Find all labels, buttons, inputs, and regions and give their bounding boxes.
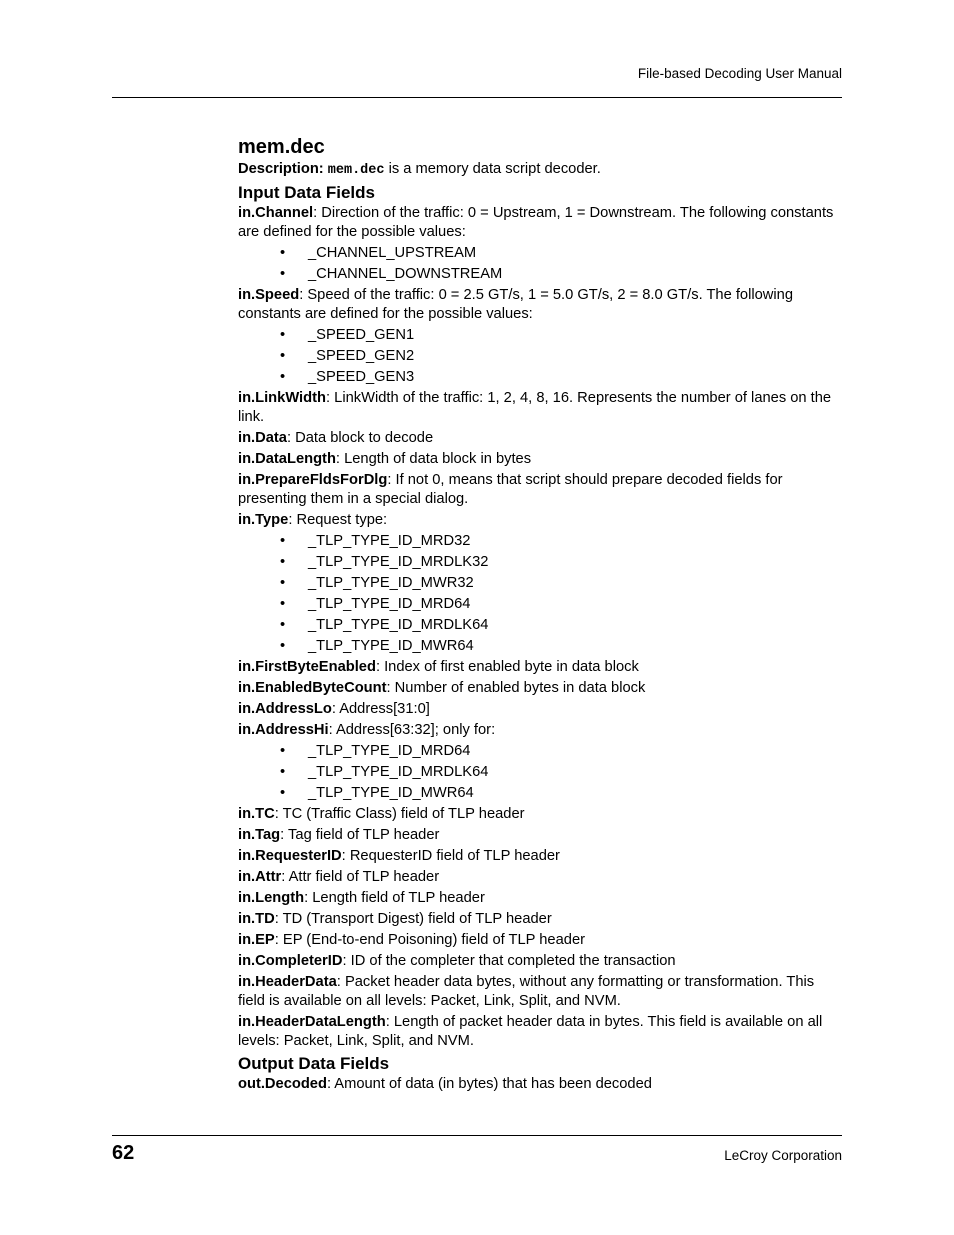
footer-rule [112, 1135, 842, 1136]
list-item [238, 326, 842, 345]
field-name: in.Length [238, 890, 305, 906]
list-item [238, 574, 842, 593]
list-item [238, 595, 842, 614]
field-entry [238, 973, 842, 1011]
description-label: Description: [238, 161, 324, 177]
constant-name: _TLP_TYPE_ID_MWR64 [308, 638, 474, 654]
field-description: : RequesterID field of TLP header [341, 848, 560, 864]
field-description: : Attr field of TLP header [281, 869, 440, 885]
bullet-icon: • [280, 369, 286, 385]
field-description: : Length of packet header data in bytes. This field is available on all levels: Packet, Link, Split, and NVM. [238, 1014, 823, 1049]
running-header: File-based Decoding User Manual [637, 66, 842, 81]
bullet-icon: • [280, 327, 286, 343]
field-description: : Index of first enabled byte in data block [375, 659, 639, 675]
field-name: in.Speed [238, 287, 300, 303]
description-text: is a memory data script decoder. [384, 161, 601, 177]
list-item [238, 368, 842, 387]
bullet-icon: • [280, 743, 286, 759]
field-description: : Data block to decode [286, 430, 434, 446]
field-name: in.EP [238, 932, 275, 948]
field-name: in.HeaderDataLength [238, 1014, 386, 1030]
constant-name: _TLP_TYPE_ID_MRD64 [308, 743, 471, 759]
field-entry [238, 805, 842, 824]
constant-name: _TLP_TYPE_ID_MRDLK64 [308, 617, 489, 633]
constant-list [238, 532, 842, 656]
field-description: : Address[31:0] [331, 701, 430, 717]
constant-name: _TLP_TYPE_ID_MRD64 [308, 596, 471, 612]
field-description: : If not 0, means that script should prepare decoded fields for presenting them in a special dialog. [238, 472, 783, 507]
field-entry [238, 721, 842, 740]
field-name: in.CompleterID [238, 953, 343, 969]
constant-name: _SPEED_GEN3 [308, 369, 415, 385]
description-code: mem.dec [327, 163, 385, 178]
field-entry [238, 868, 842, 887]
field-description: : Address[63:32]; only for: [328, 722, 496, 738]
header-rule [112, 97, 842, 98]
list-item [238, 532, 842, 551]
field-name: in.AddressLo [238, 701, 332, 717]
bullet-icon: • [280, 617, 286, 633]
field-name: in.Channel [238, 205, 314, 221]
constant-name: _SPEED_GEN2 [308, 348, 415, 364]
field-name: in.TD [238, 911, 275, 927]
field-description: : TC (Traffic Class) field of TLP header [274, 806, 525, 822]
bullet-icon: • [280, 764, 286, 780]
field-name: in.EnabledByteCount [238, 680, 387, 696]
input-fields-list [238, 204, 842, 1051]
field-name: in.LinkWidth [238, 390, 326, 406]
field-entry [238, 429, 842, 448]
list-item [238, 347, 842, 366]
field-entry [238, 658, 842, 677]
constant-name: _TLP_TYPE_ID_MRD32 [308, 533, 471, 549]
field-name: in.DataLength [238, 451, 336, 467]
constant-name: _TLP_TYPE_ID_MWR64 [308, 785, 474, 801]
list-item [238, 763, 842, 782]
field-name: in.FirstByteEnabled [238, 659, 376, 675]
field-name: in.Type [238, 512, 289, 528]
field-description: : EP (End-to-end Poisoning) field of TLP header [274, 932, 585, 948]
bullet-icon: • [280, 245, 286, 261]
field-description: : Amount of data (in bytes) that has been decoded [326, 1076, 652, 1092]
field-description: : Length of data block in bytes [335, 451, 532, 467]
field-description: : Length field of TLP header [304, 890, 485, 906]
field-entry [238, 471, 842, 509]
page-number: 62 [112, 1142, 135, 1164]
field-name: in.RequesterID [238, 848, 342, 864]
field-description: : Request type: [288, 512, 388, 528]
list-item [238, 742, 842, 761]
list-item [238, 784, 842, 803]
bullet-icon: • [280, 575, 286, 591]
list-item [238, 616, 842, 635]
field-name: in.TC [238, 806, 275, 822]
bullet-icon: • [280, 596, 286, 612]
page-content [238, 134, 842, 1096]
list-item [238, 265, 842, 284]
field-description: : LinkWidth of the traffic: 1, 2, 4, 8, 16. Represents the number of lanes on the link. [238, 390, 832, 425]
constant-name: _CHANNEL_UPSTREAM [308, 245, 477, 261]
input-fields-heading: Input Data Fields [238, 183, 375, 202]
field-entry [238, 511, 842, 530]
constant-name: _TLP_TYPE_ID_MRDLK32 [308, 554, 489, 570]
field-description: : Packet header data bytes, without any formatting or transformation. This field is available on all levels: Packet, Link, Split, and NVM. [238, 974, 815, 1009]
field-entry [238, 700, 842, 719]
field-description: : Speed of the traffic: 0 = 2.5 GT/s, 1 = 5.0 GT/s, 2 = 8.0 GT/s. The following constants are defined for the possible values: [238, 287, 793, 322]
output-fields-heading: Output Data Fields [238, 1054, 390, 1073]
constant-list [238, 244, 842, 284]
constant-list [238, 742, 842, 803]
field-name: in.Attr [238, 869, 282, 885]
field-name: in.Tag [238, 827, 281, 843]
company-name: LeCroy Corporation [724, 1148, 842, 1163]
field-entry [238, 389, 842, 427]
bullet-icon: • [280, 554, 286, 570]
field-description: : TD (Transport Digest) field of TLP header [274, 911, 552, 927]
bullet-icon: • [280, 533, 286, 549]
field-description: : Tag field of TLP header [280, 827, 440, 843]
field-description: : Number of enabled bytes in data block [386, 680, 646, 696]
bullet-icon: • [280, 638, 286, 654]
constant-name: _SPEED_GEN1 [308, 327, 415, 343]
output-fields-list [238, 1075, 842, 1094]
field-name: in.Data [238, 430, 287, 446]
list-item [238, 244, 842, 263]
field-name: out.Decoded [238, 1076, 327, 1092]
field-entry [238, 1013, 842, 1051]
field-entry [238, 204, 842, 242]
bullet-icon: • [280, 348, 286, 364]
bullet-icon: • [280, 785, 286, 801]
description [238, 160, 842, 180]
list-item [238, 553, 842, 572]
field-name: in.PrepareFldsForDlg [238, 472, 388, 488]
constant-name: _TLP_TYPE_ID_MWR32 [308, 575, 474, 591]
constant-name: _CHANNEL_DOWNSTREAM [308, 266, 503, 282]
constant-list [238, 326, 842, 387]
field-entry [238, 450, 842, 469]
field-entry [238, 889, 842, 908]
field-entry [238, 1075, 842, 1094]
field-entry [238, 952, 842, 971]
field-entry [238, 931, 842, 950]
field-entry [238, 679, 842, 698]
constant-name: _TLP_TYPE_ID_MRDLK64 [308, 764, 489, 780]
section-title: mem.dec [238, 136, 325, 158]
field-entry [238, 286, 842, 324]
bullet-icon: • [280, 266, 286, 282]
field-entry [238, 826, 842, 845]
field-name: in.AddressHi [238, 722, 329, 738]
field-name: in.HeaderData [238, 974, 337, 990]
field-description: : Direction of the traffic: 0 = Upstream, 1 = Downstream. The following constants are defined for the possible values: [238, 205, 834, 240]
field-entry [238, 910, 842, 929]
field-entry [238, 847, 842, 866]
field-description: : ID of the completer that completed the transaction [342, 953, 676, 969]
list-item [238, 637, 842, 656]
